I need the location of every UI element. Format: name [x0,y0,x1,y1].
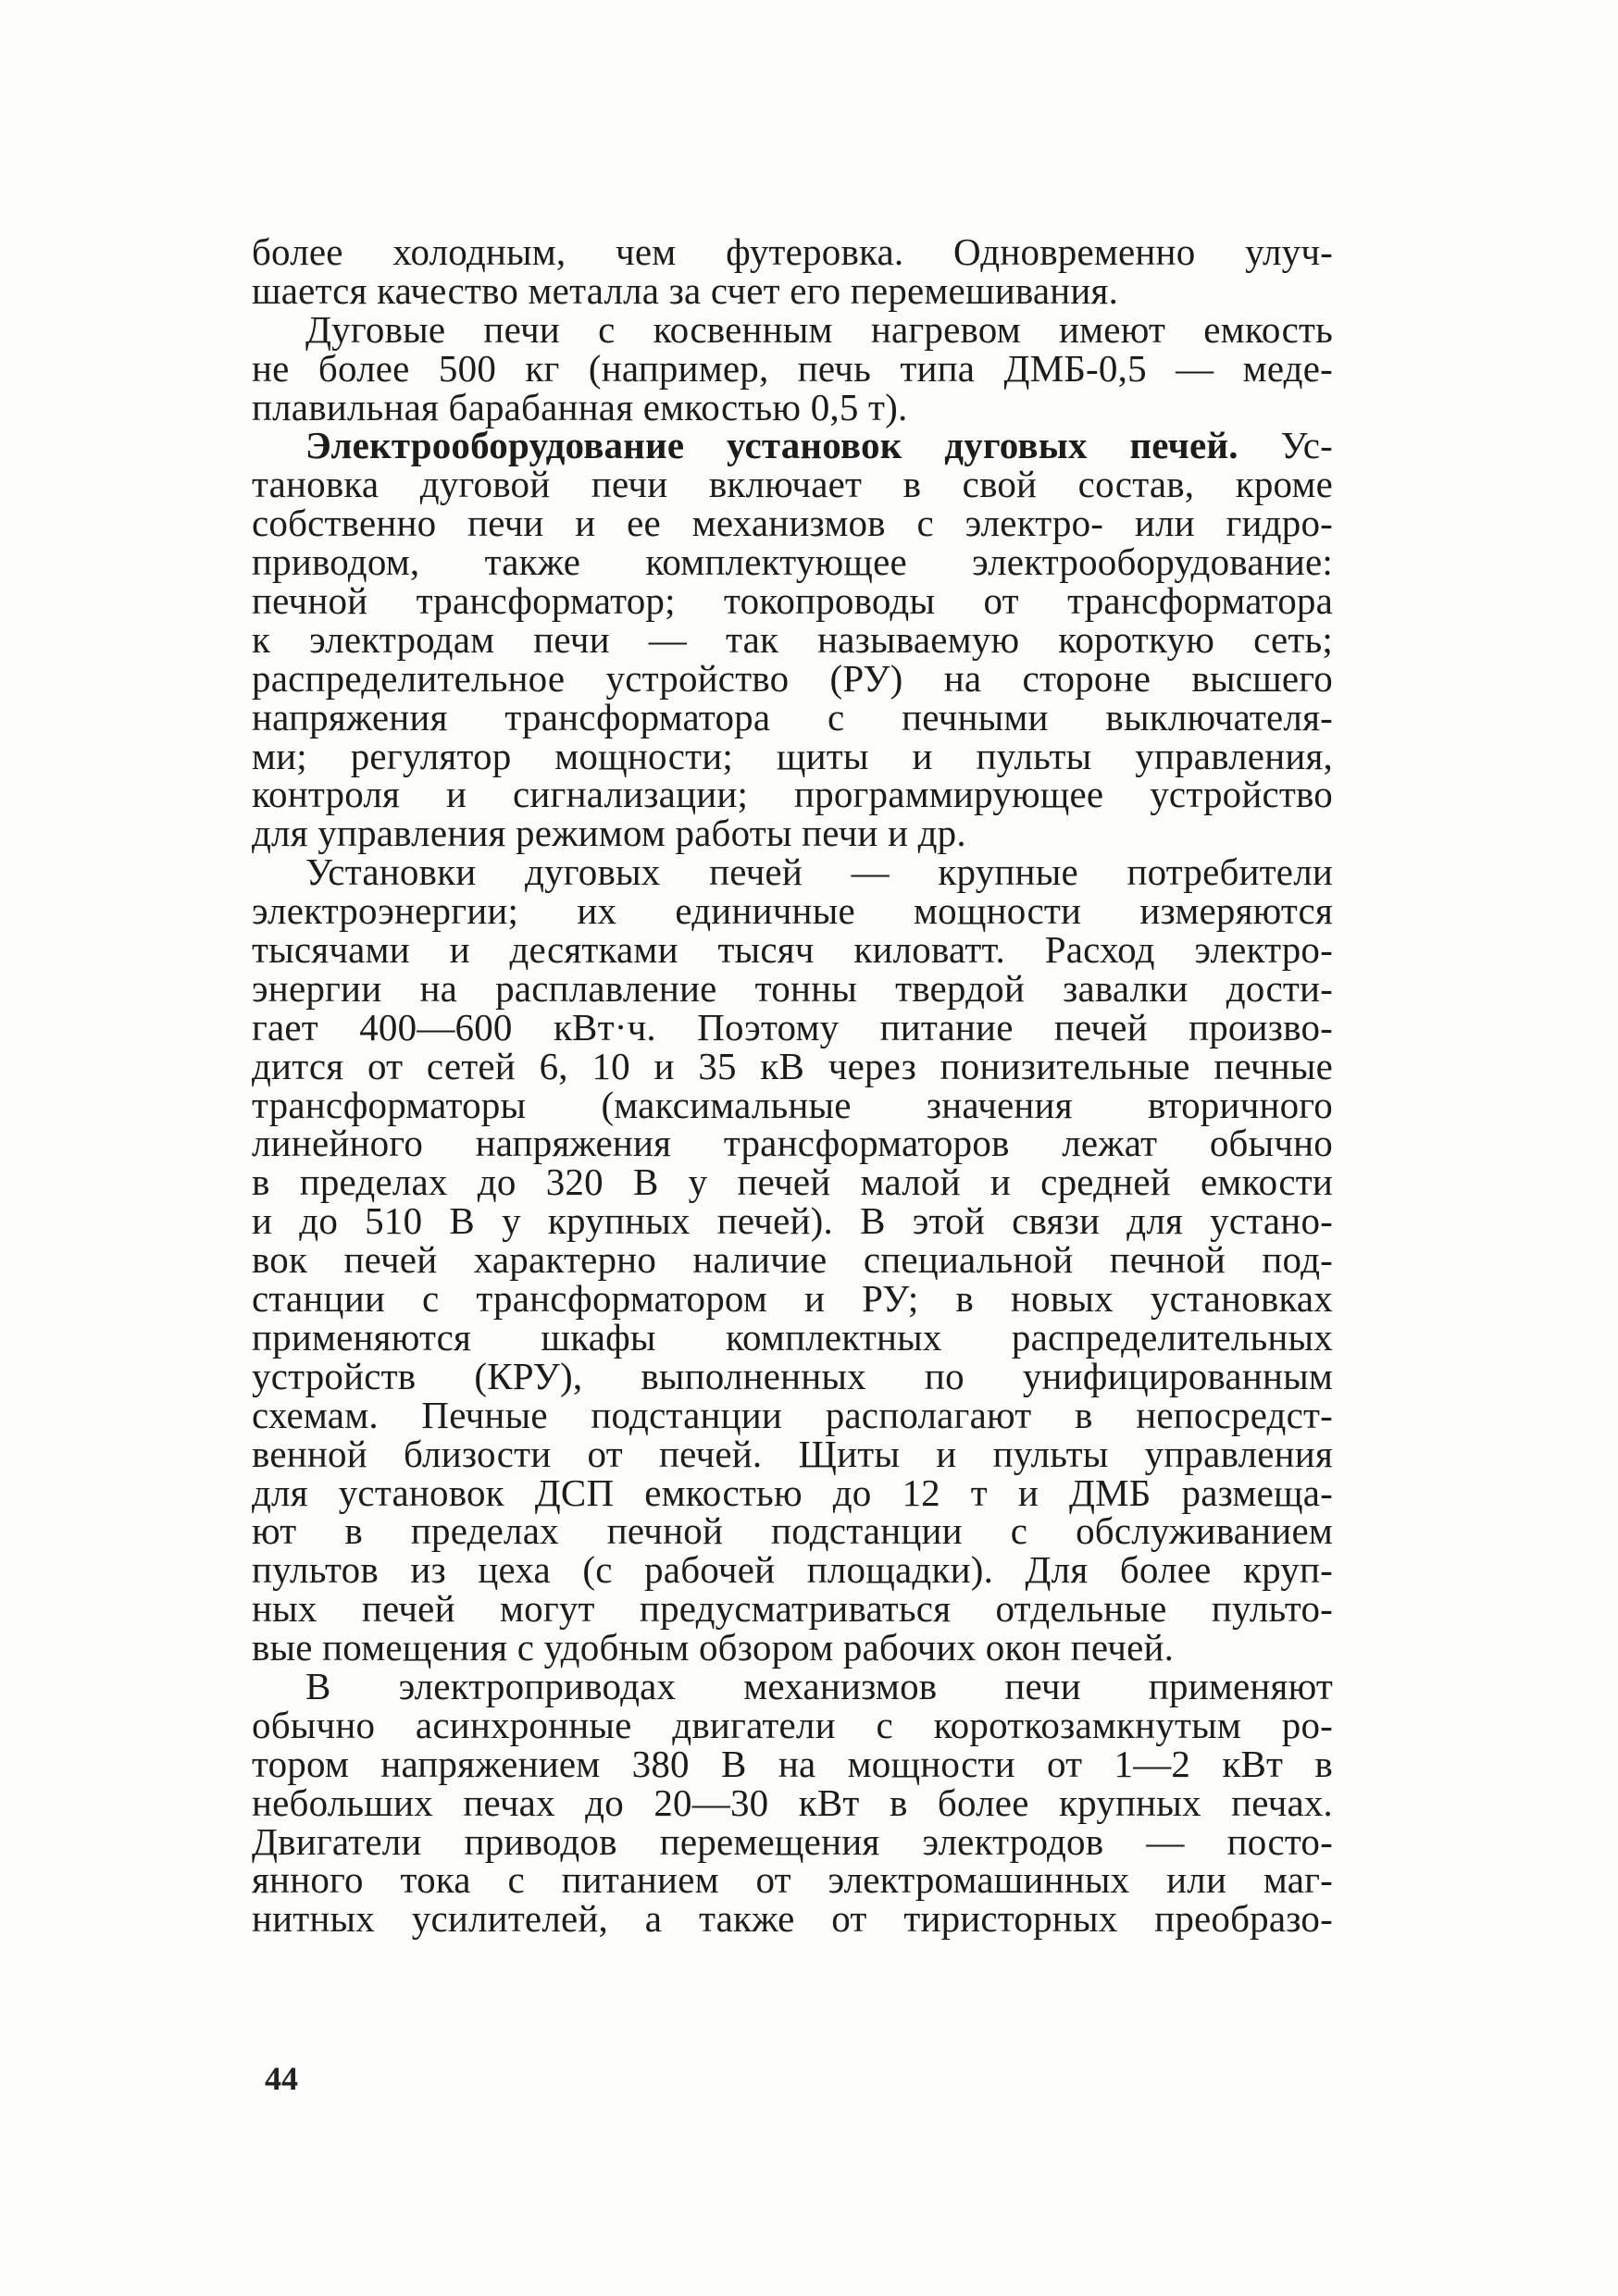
text-line: приводом, также комплектующее электрооборудование: [252,540,1333,584]
text-line: ми; регулятор мощности; щиты и пульты управления, [252,734,1333,777]
text-line: Двигатели приводов перемещения электродов — посто- [252,1819,1333,1863]
text-line: обычно асинхронные двигатели с короткозамкнутым ро- [252,1703,1333,1746]
text-line: к электродам печи — так называемую короткую сеть; [252,617,1333,661]
text-line: собственно печи и ее механизмов с электро- или гидро- [252,502,1333,545]
text-line: не более 500 кг (например, печь типа ДМБ-0,5 — меде- [252,346,1333,390]
text-line: Установки дуговых печей — крупные потребители [305,850,1333,894]
text-line: линейного напряжения трансформаторов лежат обычно [252,1122,1333,1165]
text-line: трансформаторы (максимальные значения вторичного [252,1083,1333,1126]
text-line: для установок ДСП емкостью до 12 т и ДМБ размеща- [252,1471,1333,1514]
text-line: вок печей характерно наличие специальной печной под- [252,1238,1333,1282]
text-line [252,424,1333,467]
text-line: в пределах до 320 В у печей малой и средней емкости [252,1160,1333,1204]
text-line: более холодным, чем футеровка. Одновременно улуч- [252,230,1333,273]
text-line: янного тока с питанием от электромашинных или маг- [252,1858,1333,1902]
text-line: тором напряжением 380 В на мощности от 1—2 кВт в [252,1742,1333,1785]
text-line: тысячами и десятками тысяч киловатт. Расход электро- [252,928,1333,972]
text-line: небольших печах до 20—30 кВт в более крупных печах. [252,1781,1333,1824]
page-number: 44 [265,2060,298,2097]
text-line: электроэнергии; их единичные мощности измеряются [252,889,1333,933]
text-line: Дуговые печи с косвенным нагревом имеют емкость [305,307,1333,351]
text-line: распределительное устройство (РУ) на стороне высшего [252,656,1333,700]
text-line: венной близости от печей. Щиты и пульты управления [252,1432,1333,1475]
text-line: станции с трансформатором и РУ; в новых установках [252,1277,1333,1321]
text-line: шается качество металла за счет его перемешивания. [252,268,1119,312]
text-line: печной трансформатор; токопроводы от трансформатора [252,579,1333,623]
text-line: контроля и сигнализации; программирующее устройство [252,773,1333,816]
text-line: и до 510 В у крупных печей). В этой связи для устано- [252,1199,1333,1243]
text-line: вые помещения с удобным обзором рабочих окон печей. [252,1626,1175,1669]
text-line: В электроприводах механизмов печи применяют [305,1664,1333,1707]
text-line: нитных усилителей, а также от тиристорных преобразо- [252,1897,1333,1941]
text-line: ют в пределах печной подстанции с обслуживанием [252,1509,1333,1553]
text-line: пультов из цеха (с рабочей площадки). Для более круп- [252,1548,1333,1592]
text-fragment: Ус- [1238,424,1333,467]
body-text [252,230,1333,1941]
text-line: напряжения трансформатора с печными выключателя- [252,695,1333,738]
text-line: плавильная барабанная емкостью 0,5 т). [252,385,908,428]
text-line: для управления режимом работы печи и др. [252,812,966,855]
text-line: тановка дуговой печи включает в свой состав, кроме [252,463,1333,506]
text-line: энергии на расплавление тонны твердой завалки дости- [252,966,1333,1010]
section-heading: Электрооборудование установок дуговых печей. [305,424,1238,467]
text-line: дится от сетей 6, 10 и 35 кВ через понизительные печные [252,1044,1333,1087]
text-line: применяются шкафы комплектных распределительных [252,1315,1333,1359]
text-line: ных печей могут предусматриваться отдельные пульто- [252,1587,1333,1631]
text-line: схемам. Печные подстанции располагают в непосредст- [252,1393,1333,1436]
text-line: устройств (КРУ), выполненных по унифицированным [252,1354,1333,1397]
text-line: гает 400—600 кВт·ч. Поэтому питание печей произво- [252,1005,1333,1049]
